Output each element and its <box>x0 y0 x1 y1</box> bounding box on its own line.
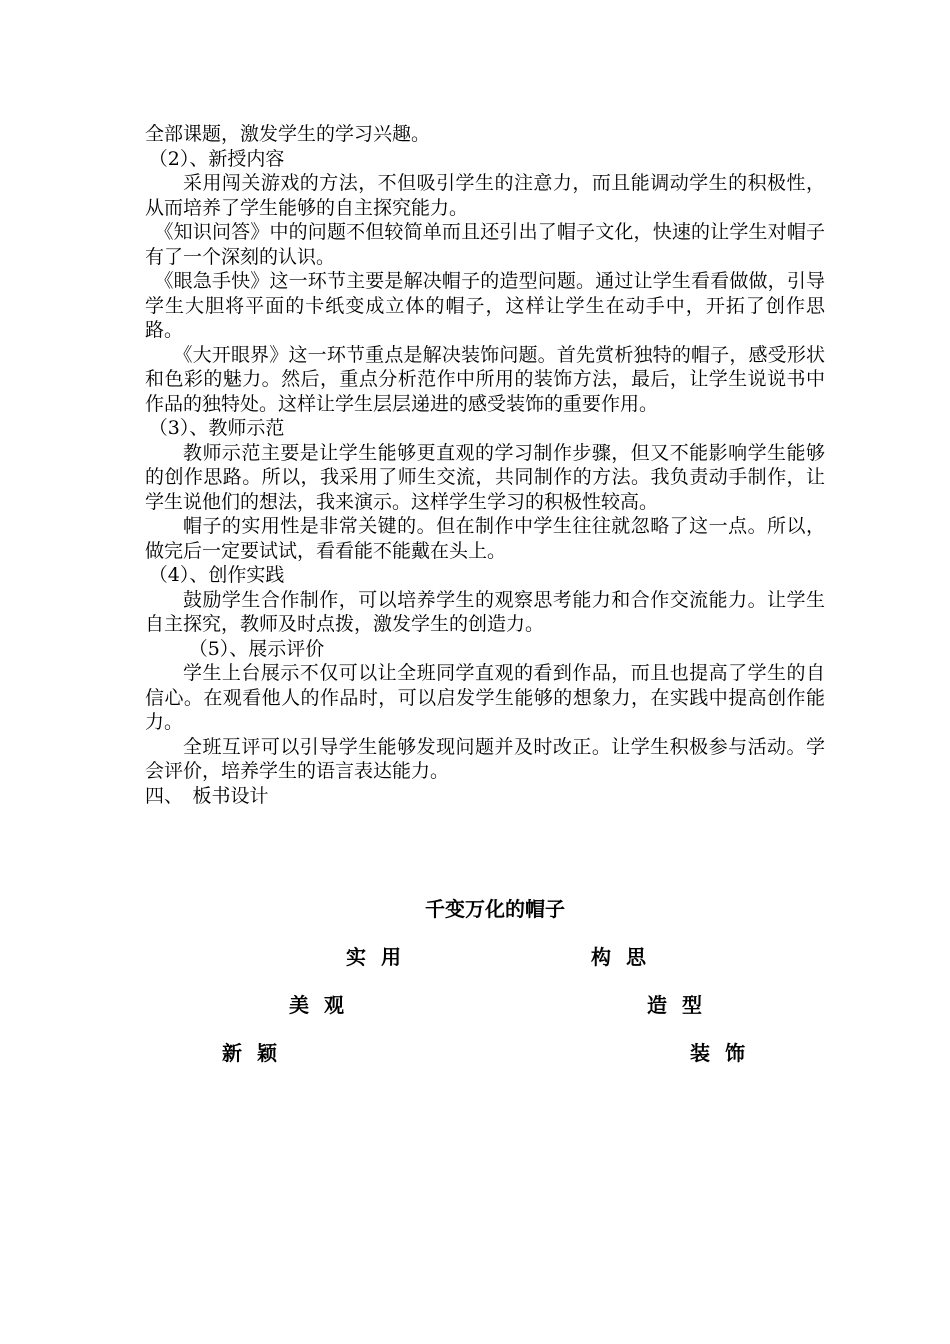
board-word-shape: 造 型 <box>647 993 706 1017</box>
board-word-practical: 实 用 <box>346 945 405 969</box>
paragraph-cooperation: 鼓励学生合作制作，可以培养学生的观察思考能力和合作交流能力。让学生自主探究，教师及时点拨，激发学生的创造力。 <box>145 588 825 635</box>
section-heading-new-content: （2）、新授内容 <box>148 147 285 170</box>
section-heading-display-evaluation: （5）、展示评价 <box>188 637 325 660</box>
section-heading-board-design: 四、 板书设计 <box>145 784 269 807</box>
board-title: 千变万化的帽子 <box>425 897 565 921</box>
paragraph-hat-practicality: 帽子的实用性是非常关键的。但在制作中学生往往就忽略了这一点。所以，做完后一定要试试，看看能不能戴在头上。 <box>145 515 825 562</box>
paragraph-continuation: 全部课题，激发学生的学习兴趣。 <box>145 123 431 145</box>
section-heading-teacher-demo: （3）、教师示范 <box>148 417 285 439</box>
board-word-novel: 新 颖 <box>222 1041 281 1065</box>
board-word-conception: 构 思 <box>591 945 650 969</box>
paragraph-quick-eye-hand: 《眼急手快》这一环节主要是解决帽子的造型问题。通过让学生看看做做，引导学生大胆将平面的卡纸变成立体的帽子，这样让学生在动手中，开拓了创作思路。 <box>145 270 825 341</box>
paragraph-game-method: 采用闯关游戏的方法，不但吸引学生的注意力，而且能调动学生的积极性，从而培养了学生能够的自主探究能力。 <box>145 172 825 219</box>
paragraph-display: 学生上台展示不仅可以让全班同学直观的看到作品，而且也提高了学生的自信心。在观看他人的作品时，可以启发学生能够的想象力，在实践中提高创作能力。 <box>145 662 825 733</box>
paragraph-peer-evaluation: 全班互评可以引导学生能够发现问题并及时改正。让学生积极参与活动。学会评价，培养学生的语言表达能力。 <box>145 735 825 782</box>
body-text <box>145 122 825 808</box>
paragraph-teacher-demo: 教师示范主要是让学生能够更直观的学习制作步骤，但又不能影响学生能够的创作思路。所以，我采用了师生交流，共同制作的方法。我负责动手制作，让学生说他们的想法，我来演示。这样学生学习的积极性较高。 <box>145 441 825 513</box>
paragraph-eye-opening: 《大开眼界》这一环节重点是解决装饰问题。首先赏析独特的帽子，感受形状和色彩的魅力。然后，重点分析范作中所用的装饰方法，最后，让学生说说书中作品的独特处。这样让学生层层递进的感受装饰的重要作用。 <box>145 343 825 415</box>
paragraph-knowledge-quiz: 《知识问答》中的问题不但较简单而且还引出了帽子文化，快速的让学生对帽子有了一个深刻的认识。 <box>145 221 825 268</box>
board-word-decoration: 装 饰 <box>690 1041 749 1065</box>
section-heading-creative-practice: （4）、创作实践 <box>148 564 285 586</box>
board-word-aesthetic: 美 观 <box>289 993 348 1017</box>
